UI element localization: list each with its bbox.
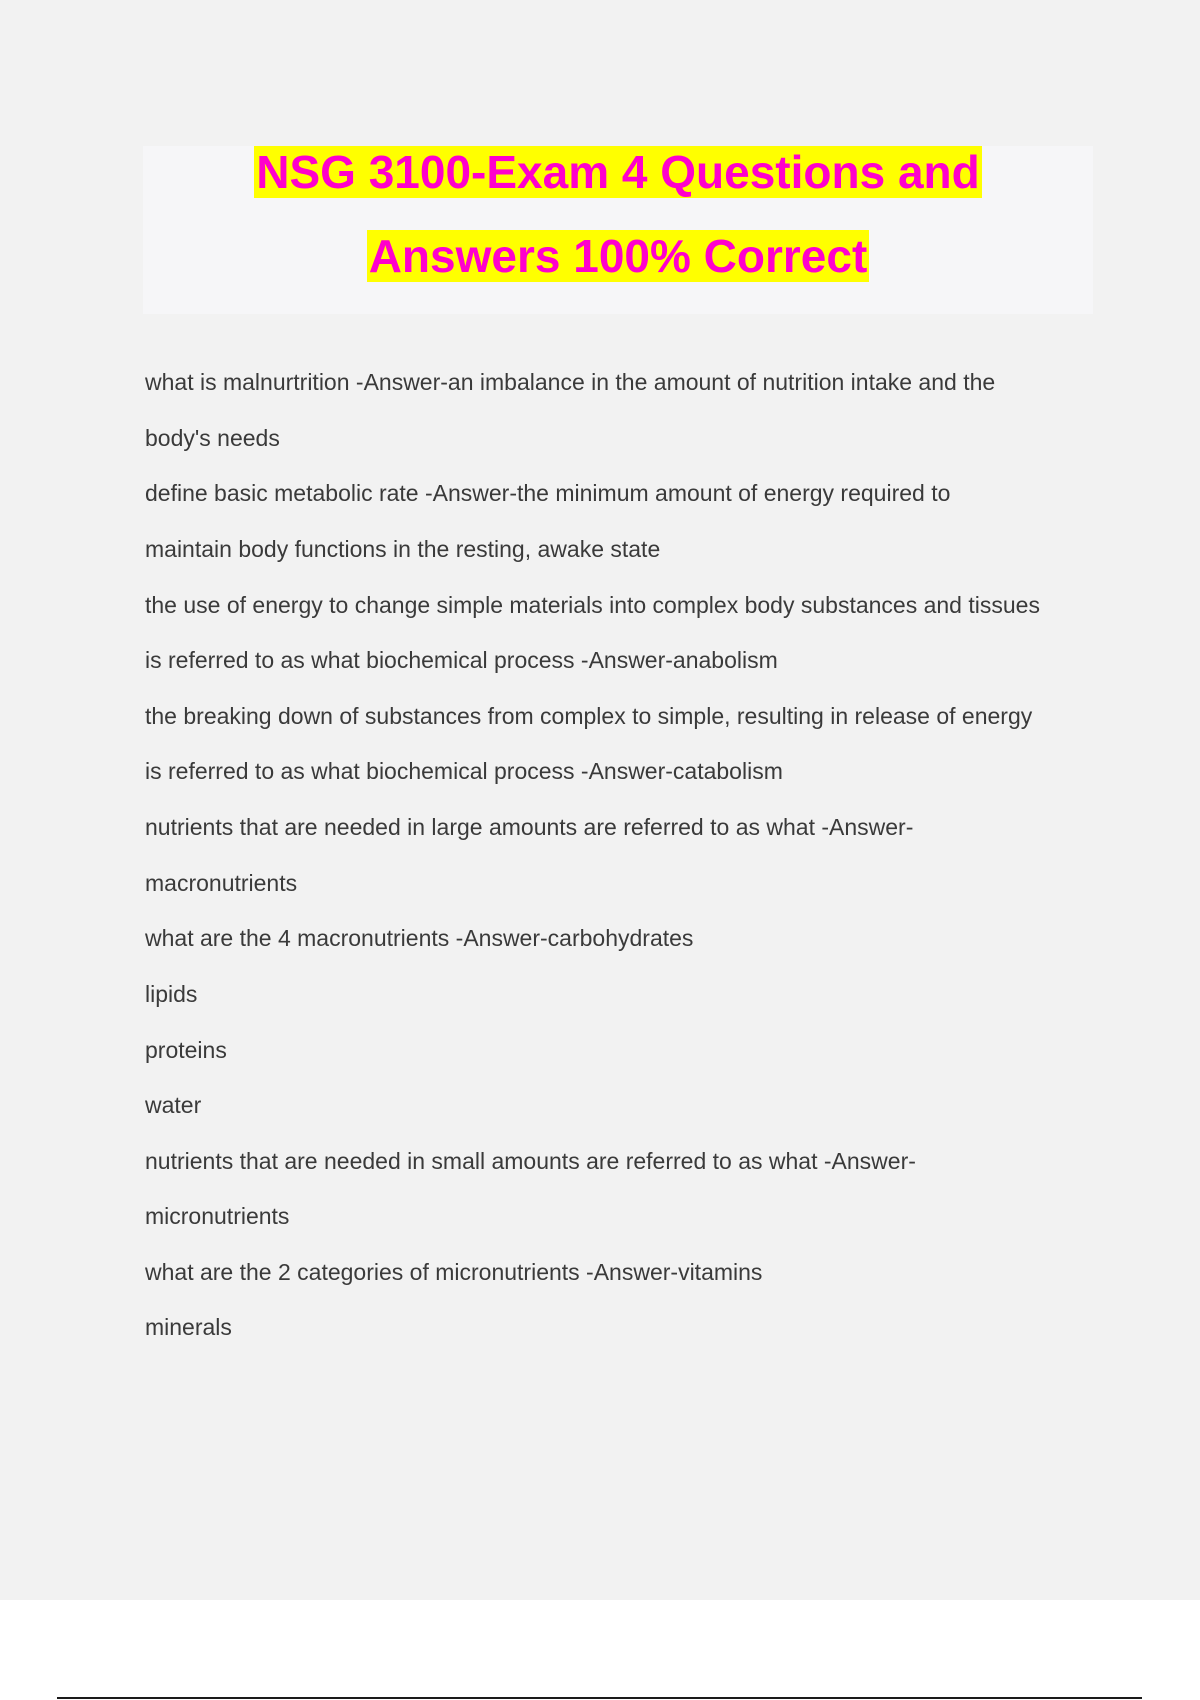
- text-line: lipids: [145, 981, 198, 1007]
- text-line: is referred to as what biochemical process -Answer-anabolism: [145, 647, 778, 673]
- title-row-2: [143, 230, 1093, 282]
- text-line: is referred to as what biochemical process -Answer-catabolism: [145, 758, 783, 784]
- text-line: what are the 2 categories of micronutrients -Answer-vitamins: [145, 1259, 763, 1285]
- text-line: nutrients that are needed in large amounts are referred to as what -Answer-: [145, 814, 914, 840]
- text-line: minerals: [145, 1314, 232, 1340]
- text-line: nutrients that are needed in small amounts are referred to as what -Answer-: [145, 1148, 916, 1174]
- text-line: micronutrients: [145, 1203, 290, 1229]
- text-line: what are the 4 macronutrients -Answer-carbohydrates: [145, 925, 694, 951]
- text-line: body's needs: [145, 425, 280, 451]
- title-row-1: [143, 146, 1093, 198]
- text-line: the breaking down of substances from complex to simple, resulting in release of energy: [145, 703, 1033, 729]
- footer-divider: [57, 1697, 1142, 1699]
- document-title-line-1: NSG 3100-Exam 4 Questions and: [256, 146, 980, 198]
- text-line: define basic metabolic rate -Answer-the minimum amount of energy required to: [145, 480, 951, 506]
- text-line: macronutrients: [145, 870, 298, 896]
- text-line: maintain body functions in the resting, awake state: [145, 536, 661, 562]
- text-line: the use of energy to change simple materials into complex body substances and tissues: [145, 592, 1040, 618]
- text-line: what is malnurtrition -Answer-an imbalance in the amount of nutrition intake and the: [145, 369, 996, 395]
- text-line: water: [145, 1092, 202, 1118]
- document-title-line-2: Answers 100% Correct: [368, 230, 868, 282]
- title-block: [143, 146, 1093, 314]
- text-line: proteins: [145, 1037, 227, 1063]
